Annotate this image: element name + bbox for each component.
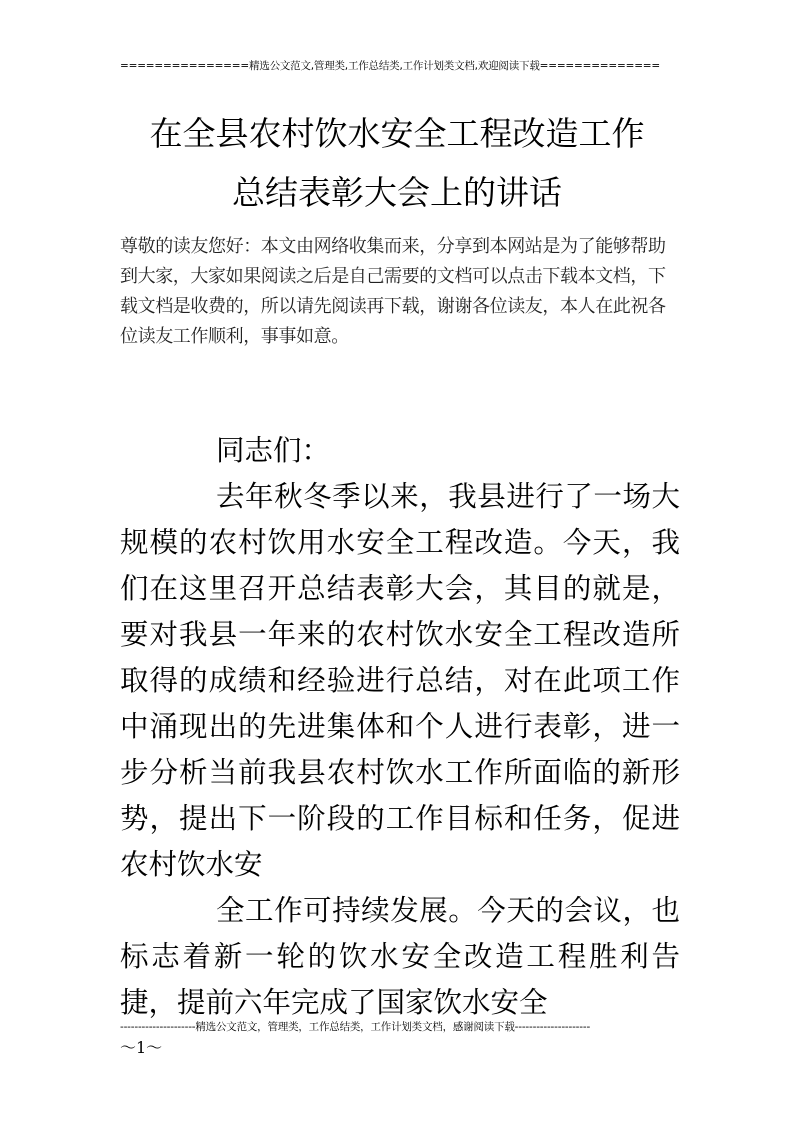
body-paragraph: 全工作可持续发展。今天的会议，也标志着新一轮的饮水安全改造工程胜利告捷，提前六年完成了国家饮水安全 bbox=[120, 894, 680, 1019]
body-paragraph: 去年秋冬季以来，我县进行了一场大规模的农村饮用水安全工程改造。今天，我们在这里召开总结表彰大会，其目的就是，要对我县一年来的农村饮水安全工程改造所取得的成绩和经验进行总结，对在此项工作中涌现出的先进集体和个人进行表彰，进一步分析当前我县农村饮水工作所面临的新形势，提出下一阶段的工作目标和任务，促进农村饮水安 bbox=[120, 480, 680, 881]
header-banner: ===============精选公文范文,管理类,工作总结类,工作计划类文档,欢迎阅读下载============== bbox=[120, 60, 660, 72]
salutation: 同志们： bbox=[216, 434, 331, 467]
reader-notice: 尊敬的读友您好：本文由网络收集而来，分享到本网站是为了能够帮助到大家，大家如果阅读之后是自己需要的文档可以点击下载本文档，下载文档是收费的，所以请先阅读再下载，谢谢各位读友，本人在此祝各位读友工作顺利，事事如意。 bbox=[120, 236, 666, 347]
document-title-line-1: 在全县农村饮水安全工程改造工作 bbox=[149, 114, 645, 153]
page-number: ～1～ bbox=[120, 1038, 163, 1057]
speech-body bbox=[120, 428, 680, 1026]
document-title-line-2: 总结表彰大会上的讲话 bbox=[232, 173, 562, 212]
footer-banner: ---------------------精选公文范文，管理类，工作总结类，工作计划类文档，感谢阅读下载--------------------- bbox=[120, 1021, 591, 1033]
